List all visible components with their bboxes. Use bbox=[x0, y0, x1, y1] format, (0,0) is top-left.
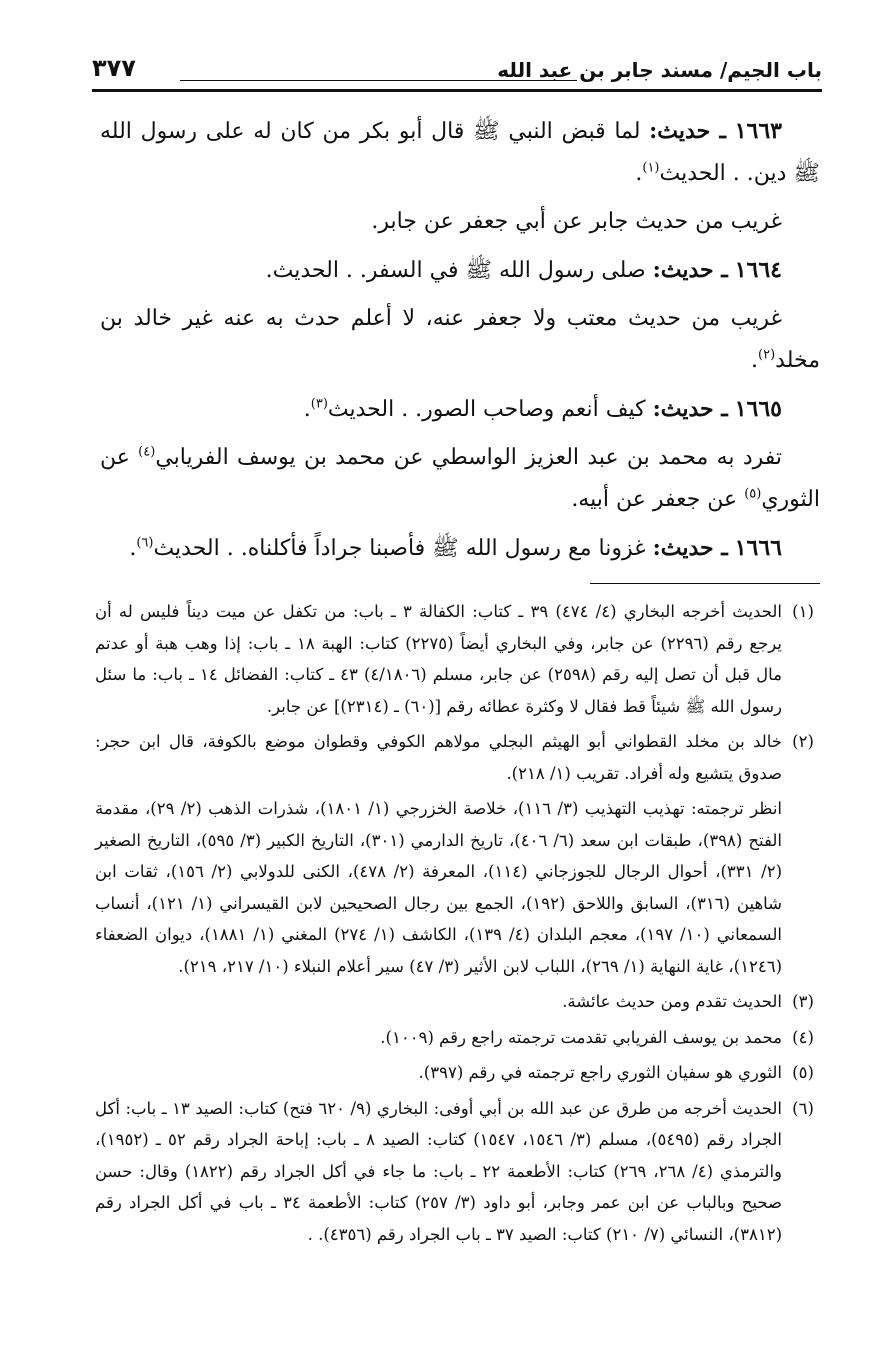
footnote-number: (١) bbox=[792, 602, 814, 621]
footnote-number: (٢) bbox=[792, 732, 814, 751]
footnote-text: خالد بن مخلد القطواني أبو الهيثم البجلي مولاهم الكوفي وقطوان موضع بالكوفة، قال ابن حجر: صدوق يتشيع وله أفراد. تقريب (١/ ٢١٨). bbox=[95, 732, 782, 783]
entry-number: ١٦٦٣ bbox=[734, 118, 782, 144]
entry-end: . bbox=[129, 536, 137, 561]
entry-end: . bbox=[635, 161, 643, 186]
footnote-text: محمد بن يوسف الفريابي تقدمت ترجمته راجع رقم (١٠٠٩). bbox=[380, 1027, 782, 1047]
footnote-ref: (١) bbox=[642, 160, 660, 176]
footnote-text: انظر ترجمته: تهذيب التهذيب (٣/ ١١٦)، خلاصة الخزرجي (١/ ١٨٠١)، شذرات الذهب (٢/ ٢٩)، مقدمة الفتح (٣٩٨)، طبقات ابن سعد (٦/ ٤٠٦)، تاريخ الدارمي (٣٠١)، التاريخ الكبير (٣/ ٥٩٥)، التاريخ الصغير (٢/ ٣٣١)، أحوال الرجال للجوزجاني (١١٤)، المعرفة (٢/ ٤٧٨)، الكنى للدولابي (٢/ ١٥٦)، ثقات ابن شاهين (٣١٦)، السابق واللاحق (١٩٢)، الجمع بين رجال الصحيحين لابن القيسراني (١/ ١٢١)، أنساب السمعاني (١٠/ ١٩٧)، معجم البلدان (٤/ ١٣٩)، الكاشف (١/ ٢٧٤) المغني (١/ ١٨٨١)، ديوان الضعفاء (١٢٤٦)، غاية النهاية (١/ ٢٦٩)، اللباب لابن الأثير (٣/ ٤٧) سير أعلام النبلاء (١٠/ ٢١٧، ٢١٩). bbox=[95, 799, 783, 976]
footnote-ref: (٣) bbox=[310, 396, 328, 412]
entry-label: ـ حديث: bbox=[652, 535, 728, 561]
footnote-ref: (٦) bbox=[136, 535, 154, 551]
entry-text: لما قبض النبي ﷺ قال أبو بكر من كان له على رسول الله ﷺ دين. . الحديث bbox=[100, 119, 820, 186]
entry-label: ـ حديث: bbox=[649, 118, 726, 144]
entry-note-text: عن جعفر عن أبيه. bbox=[571, 487, 738, 512]
entry-end: . bbox=[751, 348, 759, 373]
footnote bbox=[95, 1057, 820, 1089]
footnote-number: (٤) bbox=[792, 1027, 814, 1047]
chapter-title: باب الجيم/ مسند جابر بن عبد الله bbox=[497, 58, 822, 82]
footnote-text: الحديث تقدم ومن حديث عائشة. bbox=[562, 992, 782, 1011]
footnote-ref: (٥) bbox=[744, 486, 762, 502]
footnote bbox=[95, 596, 820, 722]
main-text bbox=[100, 110, 820, 570]
entry-note-text: عن الثوري bbox=[100, 445, 820, 512]
header-rule bbox=[92, 89, 822, 92]
entry-note: غريب من حديث جابر عن أبي جعفر عن جابر. bbox=[371, 209, 782, 234]
page-number: ٣٧٧ bbox=[92, 54, 136, 82]
footnote bbox=[95, 986, 820, 1018]
hadith-entry bbox=[100, 249, 820, 292]
entry-note-text: غريب من حديث معتب ولا جعفر عنه، لا أعلم حدث به عنه غير خالد بن مخلد bbox=[100, 306, 820, 373]
entry-label: ـ حديث: bbox=[652, 257, 728, 283]
footnote-text: الحديث أخرجه البخاري (٤/ ٤٧٤) ٣٩ ـ كتاب: الكفالة ٣ ـ باب: من تكفل عن ميت ديناً فليس له أن يرجع رقم (٢٢٩٦) عن جابر، وفي البخاري أيضاً (٢٢٧٥) كتاب: الهبة ١٨ ـ باب: إذا وهب هبة أو عدتم مال قبل أن تصل إليه رقم (٢٥٩٨) عن جابر، مسلم (٤/١٨٠٦) ٤٣ ـ كتاب: الفضائل ١٤ ـ باب: ما سئل رسول الله ﷺ شيئاً قط فقال لا وكثرة عطائه رقم [(٦٠) ـ (٢٣١٤)] عن جابر. bbox=[95, 602, 782, 716]
footnote-number: (٥) bbox=[792, 1063, 814, 1082]
entry-text: صلى رسول الله ﷺ في السفر. . الحديث. bbox=[265, 258, 646, 283]
entry-end: . bbox=[303, 397, 311, 422]
footnote-text: الحديث أخرجه من طرق عن عبد الله بن أبي أوفى: البخاري (٩/ ٦٢٠ فتح) كتاب: الصيد ١٣ ـ باب: أكل الجراد رقم (٥٤٩٥)، مسلم (٣/ ١٥٤٦، ١٥٤٧) كتاب: الصيد ٨ ـ باب: إباحة الجراد رقم ٥٢ ـ (١٩٥٢)، والترمذي (٤/ ٢٦٨، ٢٦٩) كتاب: الأطعمة ٢٢ ـ باب: ما جاء في أكل الجراد رقم (١٨٢٢) وقال: حسن صحيح وبالباب عن ابن عمر وجابر، أبو داود (٣/ ٢٥٧) كتاب: الأطعمة ٣٤ ـ باب في أكل الجراد رقم (٣٨١٢)، النسائي (٧/ ٢١٠) كتاب: الصيد ٣٧ ـ باب الجراد رقم (٤٣٥٦). . bbox=[95, 1098, 783, 1244]
hadith-entry bbox=[100, 527, 820, 570]
entry-text: غزونا مع رسول الله ﷺ فأصبنا جراداً فأكلناه. . الحديث bbox=[153, 536, 646, 561]
footnote-number: (٣) bbox=[792, 992, 814, 1011]
footnote-text: الثوري هو سفيان الثوري راجع ترجمته في رقم (٣٩٧). bbox=[418, 1063, 782, 1082]
entry-label: ـ حديث: bbox=[652, 396, 728, 422]
footnote bbox=[95, 726, 820, 982]
running-header bbox=[92, 50, 822, 90]
entry-number: ١٦٦٦ bbox=[734, 535, 782, 561]
entry-text: كيف أنعم وصاحب الصور. . الحديث bbox=[327, 397, 646, 422]
footnote-ref: (٤) bbox=[138, 444, 156, 460]
header-leader-line bbox=[180, 80, 577, 81]
footnote bbox=[95, 1022, 820, 1054]
entry-note bbox=[100, 437, 820, 521]
footnote-number: (٦) bbox=[792, 1098, 814, 1118]
entry-number: ١٦٦٥ bbox=[734, 396, 782, 422]
entry-note bbox=[100, 298, 820, 382]
footnotes bbox=[95, 596, 820, 1254]
hadith-entry bbox=[100, 388, 820, 431]
entry-note-text: تفرد به محمد بن عبد العزيز الواسطي عن محمد بن يوسف الفريابي bbox=[155, 445, 783, 470]
footnote-separator bbox=[590, 583, 820, 584]
entry-number: ١٦٦٤ bbox=[734, 257, 782, 283]
hadith-entry bbox=[100, 110, 820, 195]
footnote-ref: (٢) bbox=[758, 347, 776, 363]
footnote bbox=[95, 1093, 820, 1251]
